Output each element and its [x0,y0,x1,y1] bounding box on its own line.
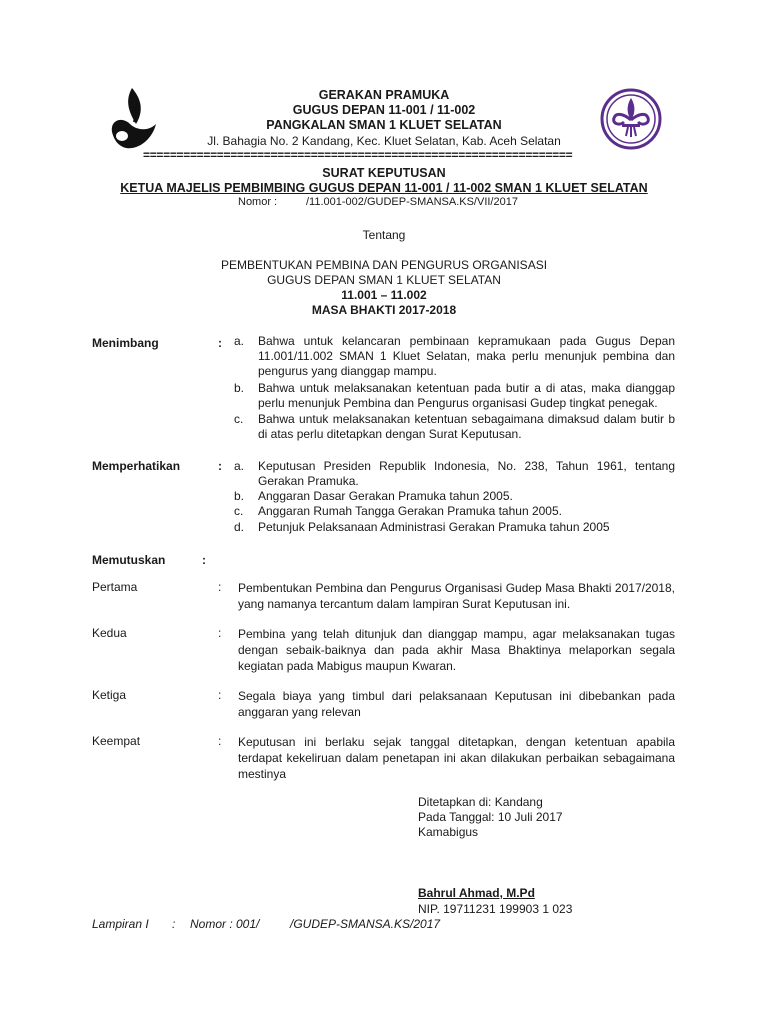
menimbang-a-letter: a. [234,334,245,348]
menimbang-b-text: Bahwa untuk melaksanakan ketentuan pada butir a di atas, maka dianggap perlu menunjuk Pembina dan Pengurus organisasi Gudep tingkat penegak. [258,381,675,410]
unit-name: GUGUS DEPAN 11-001 / 11-002 [292,103,476,117]
lampiran-label: Lampiran I [92,917,149,931]
signatory-nip: NIP. 19711231 199903 1 023 [418,902,573,916]
keempat-text: Keputusan ini berlaku sejak tanggal ditetapkan, dengan ketentuan apabila terdapat kekeliruan dalam penetapan ini akan dilakukan perbaikan sebagaimana mestinya [238,735,675,781]
base-name: PANGKALAN SMAN 1 KLUET SELATAN [266,118,502,132]
kedua-label: Kedua [92,626,127,640]
memperhatikan-b-text: Anggaran Dasar Gerakan Pramuka tahun 2005. [258,489,513,503]
sign-date: Pada Tanggal: 10 Juli 2017 [418,810,563,824]
lampiran-nomor: Nomor : 001/ [190,917,260,931]
memperhatikan-d-text: Petunjuk Pelaksanaan Administrasi Gerakan Pramuka tahun 2005 [258,520,610,534]
menimbang-a-text: Bahwa untuk kelancaran pembinaan kepramukaan pada Gugus Depan 11.001/11.002 SMAN 1 Kluet Selatan, maka perlu menunjuk pembina dan pengurus yang dianggap mampu. [258,334,675,378]
address: Jl. Bahagia No. 2 Kandang, Kec. Kluet Selatan, Kab. Aceh Selatan [207,134,561,148]
menimbang-c-letter: c. [234,412,244,426]
menimbang-label: Menimbang [92,336,159,350]
memperhatikan-c-letter: c. [234,504,244,518]
lampiran-colon: : [172,917,176,931]
sign-role: Kamabigus [418,825,479,839]
lampiran-ref: /GUDEP-SMANSA.KS/2017 [290,917,441,931]
menimbang-colon: : [218,336,222,350]
memutuskan-colon: : [202,553,206,567]
kedua-colon: : [218,626,222,640]
pertama-text: Pembentukan Pembina dan Pengurus Organisasi Gudep Masa Bhakti 2017/2018, yang namanya tercantum dalam lampiran Surat Keputusan ini. [238,581,675,611]
org-name: GERAKAN PRAMUKA [318,88,450,102]
tentang-line4: MASA BHAKTI 2017-2018 [311,303,457,317]
memperhatikan-a-text: Keputusan Presiden Republik Indonesia, No. 238, Tahun 1961, tentang Gerakan Pramuka. [258,459,675,488]
keempat-colon: : [218,734,222,748]
pertama-colon: : [218,580,222,594]
ketiga-label: Ketiga [92,688,127,702]
issuer: KETUA MAJELIS PEMBIMBING GUGUS DEPAN 11-001 / 11-002 SMAN 1 KLUET SELATAN [120,181,648,195]
signatory-name: Bahrul Ahmad, M.Pd [418,886,535,900]
pertama-label: Pertama [92,580,138,594]
memperhatikan-c-text: Anggaran Rumah Tangga Gerakan Pramuka tahun 2005. [258,504,562,518]
ketiga-text: Segala biaya yang timbul dari pelaksanaan Keputusan ini dibebankan pada anggaran yang relevan [238,689,675,719]
keempat-label: Keempat [92,734,141,748]
nomor-label: Nomor : [238,196,278,208]
tentang-line1: PEMBENTUKAN PEMBINA DAN PENGURUS ORGANISASI [220,258,548,272]
memutuskan-label: Memutuskan [92,553,166,567]
nomor-value: /11.001-002/GUDEP-SMANSA.KS/VII/2017 [306,196,518,208]
memperhatikan-a-letter: a. [234,459,245,473]
menimbang-b-letter: b. [234,381,245,395]
tentang-label: Tentang [362,228,406,242]
memperhatikan-colon: : [218,459,222,473]
ketiga-colon: : [218,688,222,702]
memperhatikan-b-letter: b. [234,489,245,503]
header-separator: ================================================================ [143,148,573,162]
document-type: SURAT KEPUTUSAN [322,166,446,180]
kedua-text: Pembina yang telah ditunjuk dan dianggap mampu, agar melaksanakan tugas dengan sebaik-baiknya dan pada akhir Masa Bhaktinya melaporkan segala kegiatan pada Mabigus maupun Kwaran. [238,627,675,673]
sign-place: Ditetapkan di: Kandang [418,795,543,809]
menimbang-c-text: Bahwa untuk melaksanakan ketentuan sebagaimana dimaksud dalam butir b di atas perlu ditetapkan dengan Surat Keputusan. [258,412,675,441]
tentang-line3: 11.001 – 11.002 [341,288,427,302]
memperhatikan-label: Memperhatikan [92,459,181,473]
memperhatikan-d-letter: d. [234,520,245,534]
tentang-line2: GUGUS DEPAN SMAN 1 KLUET SELATAN [267,273,501,287]
